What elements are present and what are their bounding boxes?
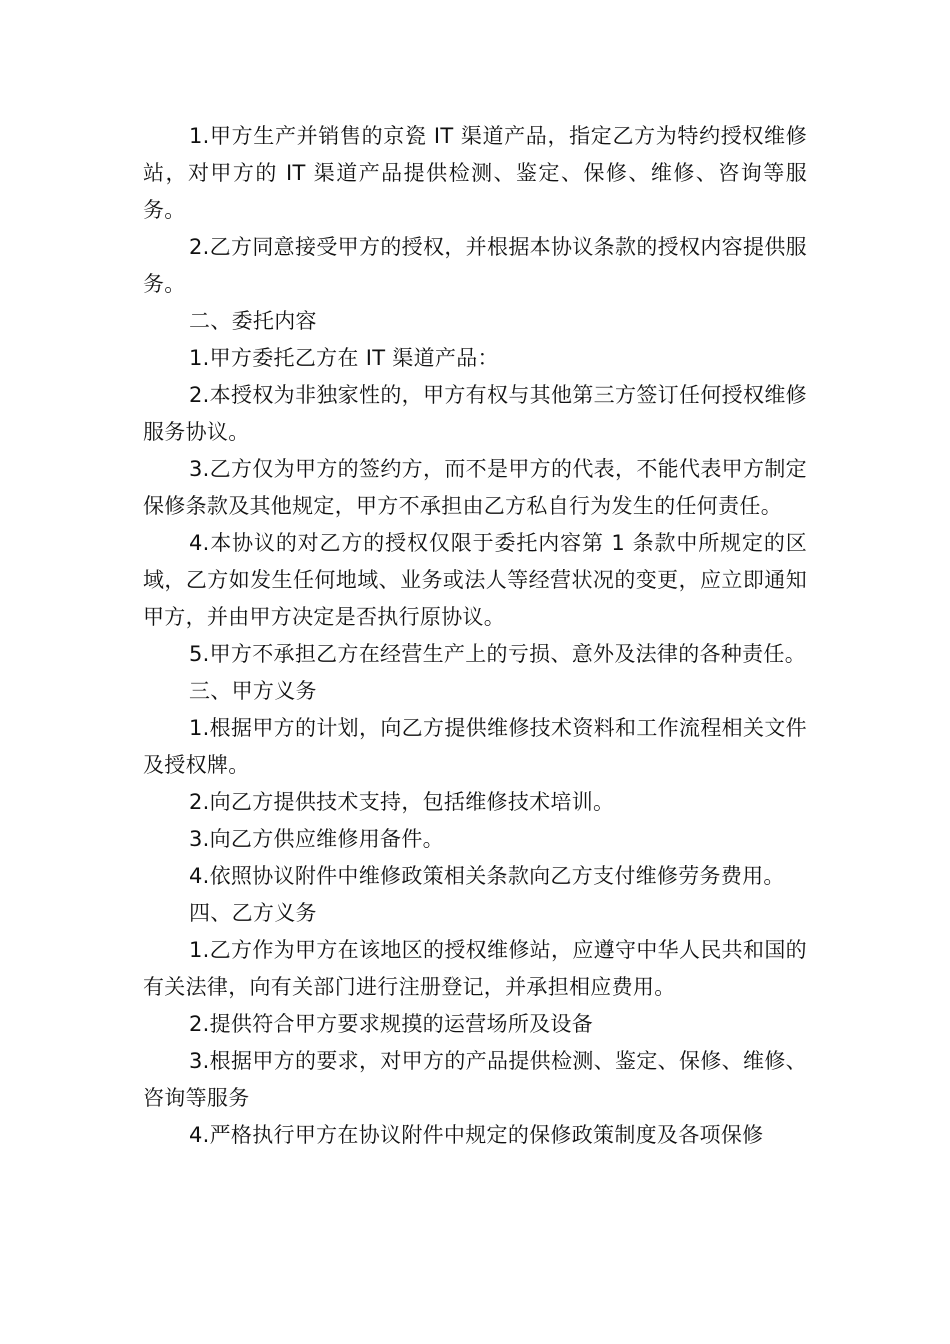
- paragraph-8: 1.根据甲方的计划，向乙方提供维修技术资料和工作流程相关文件及授权牌。: [143, 716, 807, 777]
- paragraph-1: 1.甲方生产并销售的京瓷 IT 渠道产品，指定乙方为特约授权维修站，对甲方的 IT 渠道产品提供检测、鉴定、保修、维修、咨询等服务。: [143, 124, 807, 222]
- paragraph-5: 3.乙方仅为甲方的签约方，而不是甲方的代表，不能代表甲方制定保修条款及其他规定，甲方不承担由乙方私自行为发生的任何责任。: [143, 457, 807, 518]
- section-heading-2: 二、委托内容: [189, 309, 317, 333]
- section-heading-3: 三、甲方义务: [189, 679, 317, 703]
- section-heading-4: 四、乙方义务: [189, 901, 317, 925]
- paragraph-4: 2.本授权为非独家性的，甲方有权与其他第三方签订任何授权维修服务协议。: [143, 383, 807, 444]
- paragraph-2: 2.乙方同意接受甲方的授权，并根据本协议条款的授权内容提供服务。: [143, 235, 807, 296]
- paragraph-15: 4.严格执行甲方在协议附件中规定的保修政策制度及各项保修: [189, 1123, 764, 1147]
- paragraph-6: 4.本协议的对乙方的授权仅限于委托内容第 1 条款中所规定的区域，乙方如发生任何地域、业务或法人等经营状况的变更，应立即通知甲方，并由甲方决定是否执行原协议。: [143, 531, 807, 629]
- paragraph-10: 3.向乙方供应维修用备件。: [189, 827, 444, 851]
- paragraph-11: 4.依照协议附件中维修政策相关条款向乙方支付维修劳务费用。: [189, 864, 785, 888]
- paragraph-12: 1.乙方作为甲方在该地区的授权维修站，应遵守中华人民共和国的有关法律，向有关部门进行注册登记，并承担相应费用。: [143, 938, 807, 999]
- paragraph-7: 5.甲方不承担乙方在经营生产上的亏损、意外及法律的各种责任。: [189, 642, 807, 666]
- paragraph-13: 2.提供符合甲方要求规摸的运营场所及设备: [189, 1012, 594, 1036]
- paragraph-9: 2.向乙方提供技术支持，包括维修技术培训。: [189, 790, 615, 814]
- paragraph-14: 3.根据甲方的要求，对甲方的产品提供检测、鉴定、保修、维修、咨询等服务: [143, 1049, 807, 1110]
- paragraph-3: 1.甲方委托乙方在 IT 渠道产品：: [189, 346, 499, 370]
- document-body: [143, 118, 807, 1154]
